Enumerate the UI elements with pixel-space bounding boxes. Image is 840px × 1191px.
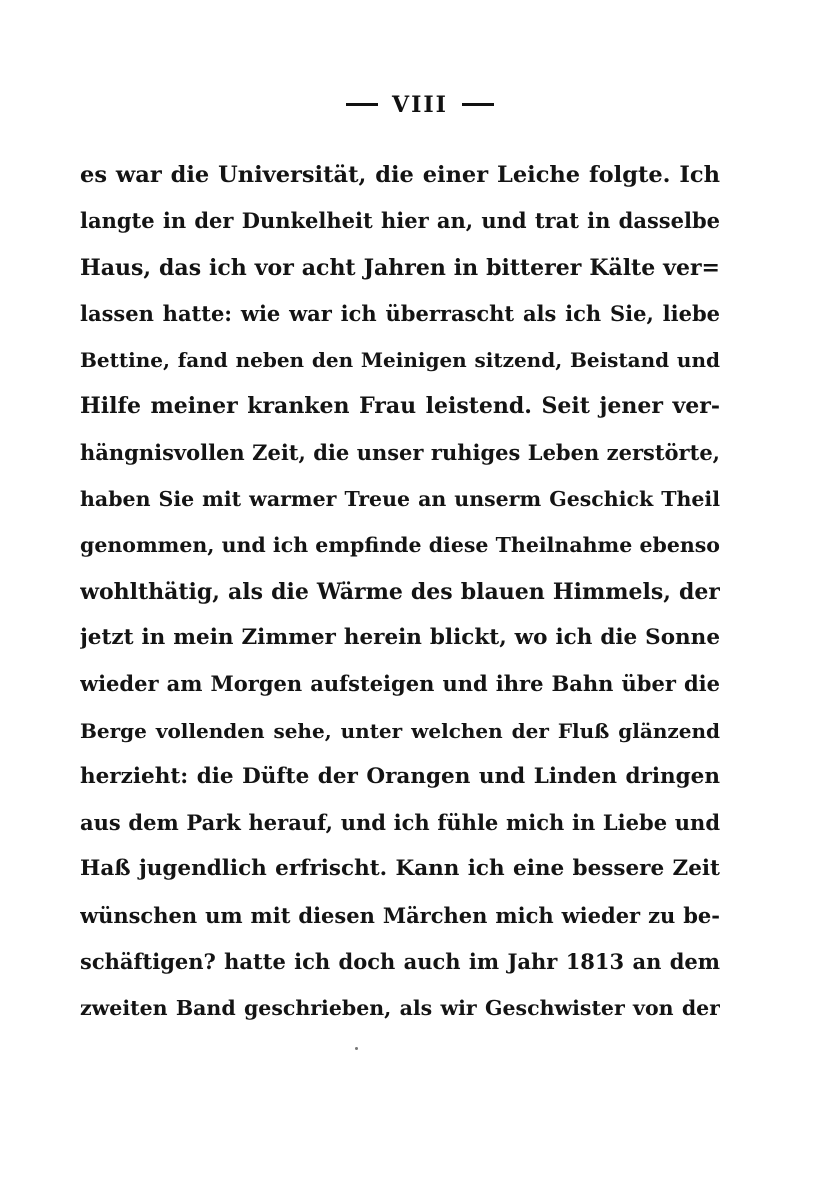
text-line: Haus, das ich vor acht Jahren in bitterer Kälte ver= [80, 254, 720, 281]
text-line: es war die Universität, die einer Leiche folgte. Ich [80, 162, 720, 188]
body-text [80, 152, 720, 1032]
text-line: wieder am Morgen aufsteigen und ihre Bahn über die [80, 671, 720, 697]
text-line: wünschen um mit diesen Märchen mich wieder zu be- [80, 902, 720, 928]
text-line: schäftigen? hatte ich doch auch im Jahr 1813 an dem [80, 949, 720, 975]
text-line: Hilfe meiner kranken Frau leistend. Seit jener ver- [80, 393, 720, 420]
ink-speck [355, 1047, 358, 1050]
text-line: genommen, und ich empfinde diese Theilnahme ebenso [80, 533, 720, 558]
page-number: VIII [392, 92, 448, 118]
text-line: herzieht: die Düfte der Orangen und Linden dringen [80, 763, 720, 789]
text-line: jetzt in mein Zimmer herein blickt, wo ich die Sonne [80, 624, 720, 650]
text-line: Bettine, fand neben den Meinigen sitzend, Beistand und [80, 348, 720, 373]
text-line: zweiten Band geschrieben, als wir Geschwister von der [80, 996, 720, 1021]
text-line: wohlthätig, als die Wärme des blauen Himmels, der [80, 578, 720, 605]
text-line: hängnisvollen Zeit, die unser ruhiges Leben zerstörte, [80, 439, 720, 465]
header-dash-left [346, 103, 378, 106]
text-line: lassen hatte: wie war ich überrascht als ich Sie, liebe [80, 300, 720, 326]
text-line: langte in der Dunkelheit hier an, und trat in dasselbe [80, 208, 720, 234]
text-line: Haß jugendlich erfrischt. Kann ich eine bessere Zeit [80, 856, 720, 882]
header-dash-right [462, 103, 494, 106]
text-line: aus dem Park herauf, und ich fühle mich in Liebe und [80, 810, 720, 836]
text-line: Berge vollenden sehe, unter welchen der Fluß glänzend [80, 718, 720, 743]
text-line: haben Sie mit warmer Treue an unserm Geschick Theil [80, 487, 720, 512]
page-header [0, 92, 840, 118]
